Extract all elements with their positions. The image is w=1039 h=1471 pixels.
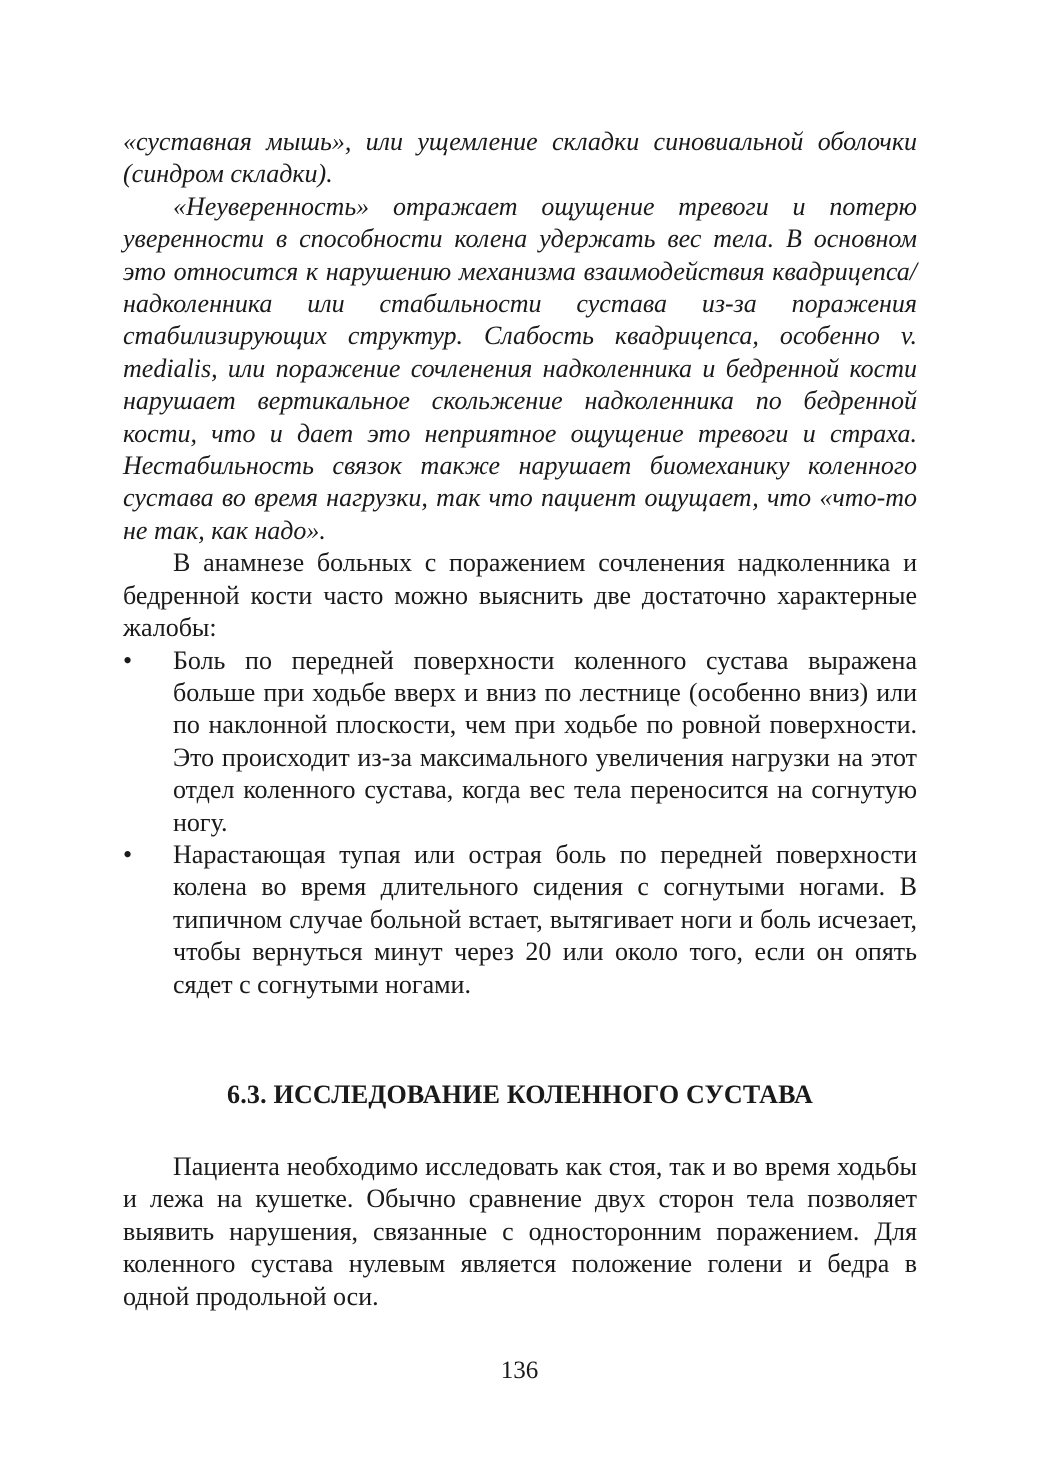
paragraph-instability: «Неуверенность» отражает ощущение тревоги и потерю уверенности в способности колена удержать вес тела. В основном это относится к нарушению механизма взаимодействия квадрицепса/надколенника или стабильности сустава из-за поражения стабилизирующих структур. Слабость квадрицепса, особенно v. medialis, или поражение сочленения надколенника и бедренной кости нарушает вертикальное скольжение надколенника по бедренной кости, что и дает это неприятное ощущение тревоги и страха. Нестабильность связок также нарушает биомеханику коленного сустава во время нагрузки, так что пациент ощущает, что «что-то не так, как надо». bbox=[123, 191, 917, 545]
page-number: 136 bbox=[500, 1357, 539, 1384]
list-item bbox=[123, 839, 917, 1001]
paragraph-examination: Пациента необходимо исследовать как стоя, так и во время ходьбы и лежа на кушетке. Обычно сравнение двух сторон тела позволяет выявить нарушения, связанные с односторонним поражением. Для коленного сустава нулевым является положение голени и бедра в одной продольной оси. bbox=[123, 1151, 917, 1311]
complaints-list bbox=[123, 645, 917, 1001]
paragraph-anamnesis: В анамнезе больных с поражением сочленения надколенника и бедренной кости часто можно выяснить две достаточно характерные жалобы: bbox=[123, 548, 917, 643]
list-item-text: Нарастающая тупая или острая боль по передней поверхности колена во время длительного сидения с согнутыми ногами. В типичном случае больной встает, вытягивает ноги и боль исчезает, чтобы вернуться минут через 20 или около того, если он опять сядет с согнутыми ногами. bbox=[173, 839, 917, 999]
section-heading: 6.3. ИССЛЕДОВАНИЕ КОЛЕННОГО СУСТАВА bbox=[227, 1079, 813, 1109]
list-item-text: Боль по передней поверхности коленного сустава выражена больше при ходьбе вверх и вниз по лестнице (особенно вниз) или по наклонной плоскости, чем при ходьбе по ровной поверхности. Это происходит из-за максимального увеличения нагрузки на этот отдел коленного сустава, когда вес тела переносится на согнутую ногу. bbox=[173, 645, 917, 837]
paragraph-synovial-fold: «суставная мышь», или ущемление складки синовиальной оболочки (синдром складки). bbox=[123, 127, 917, 189]
list-item bbox=[123, 645, 917, 839]
page-content bbox=[123, 126, 917, 1313]
bullet-icon: • bbox=[123, 839, 133, 869]
bullet-icon: • bbox=[123, 645, 133, 675]
